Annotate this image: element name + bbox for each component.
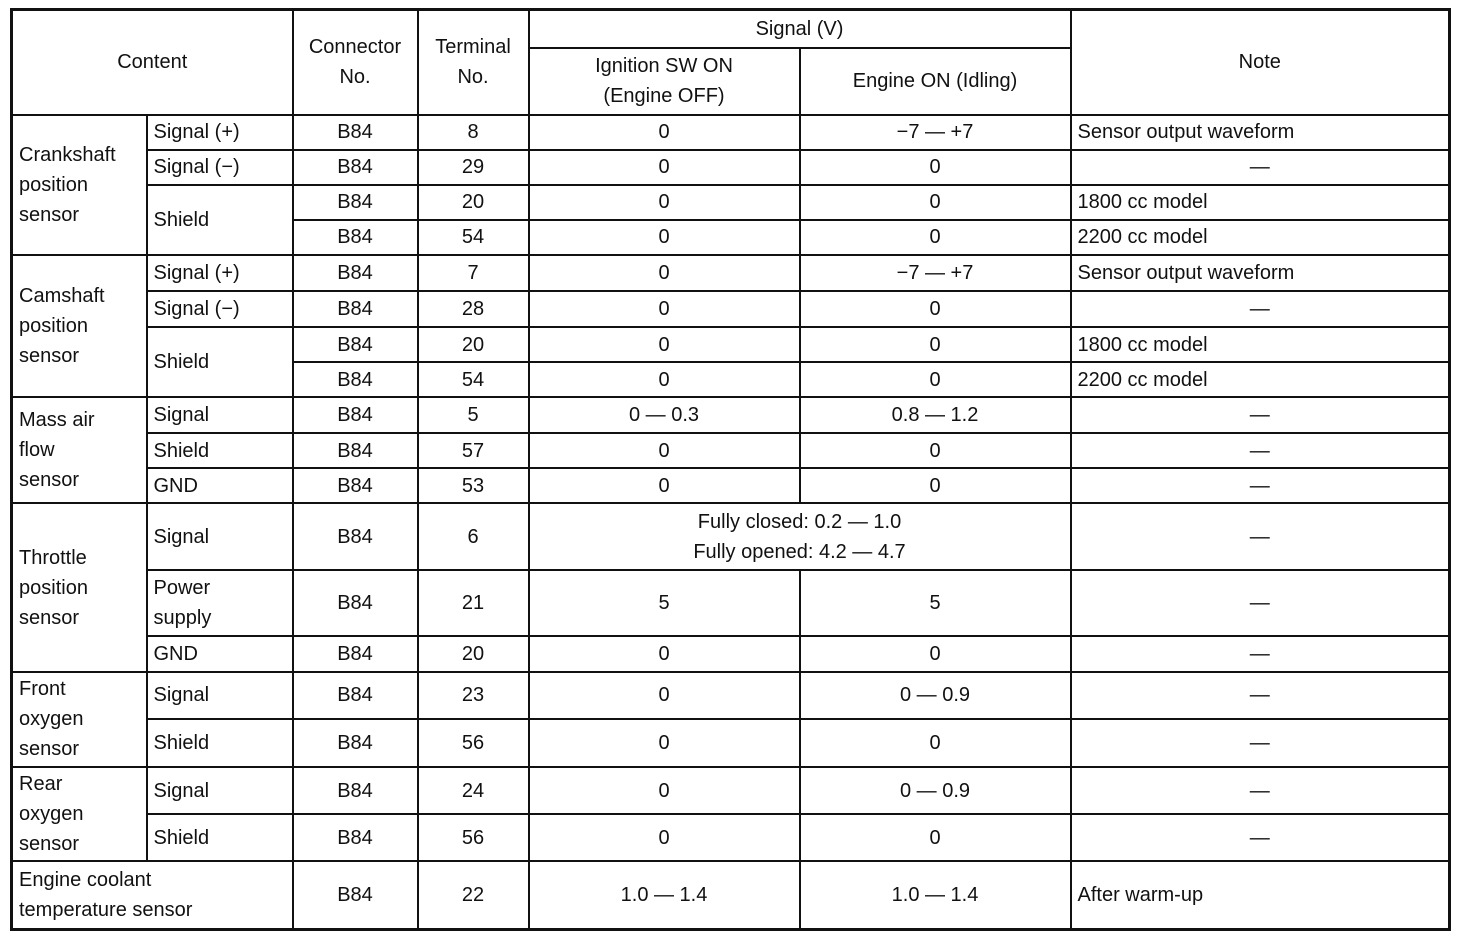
ignition-cell: 0 — [529, 362, 800, 397]
table-row — [12, 433, 1450, 468]
ignition-cell: 1.0 — 1.4 — [529, 861, 800, 929]
table-row — [12, 503, 1450, 569]
note-cell: — — [1071, 636, 1450, 672]
sensor-name-rear-oxygen: Rear oxygen sensor — [12, 767, 147, 861]
note-cell: 1800 cc model — [1071, 185, 1450, 220]
table-row — [12, 767, 1450, 814]
item-cell: Shield — [147, 185, 293, 255]
ignition-cell: 0 — [529, 291, 800, 327]
item-cell: Shield — [147, 719, 293, 767]
engine-cell: 0 — [800, 150, 1071, 185]
connector-cell: B84 — [293, 150, 418, 185]
ignition-cell: 0 — [529, 255, 800, 291]
terminal-cell: 5 — [418, 397, 529, 433]
engine-cell: 0 — [800, 719, 1071, 767]
note-cell: After warm-up — [1071, 861, 1450, 929]
note-cell: — — [1071, 433, 1450, 468]
terminal-cell: 8 — [418, 115, 529, 150]
sensor-name-crankshaft: Crankshaft position sensor — [12, 115, 147, 255]
engine-cell: 0 — [800, 185, 1071, 220]
item-cell: Shield — [147, 814, 293, 861]
table-row — [12, 291, 1450, 327]
table-row — [12, 719, 1450, 767]
connector-cell: B84 — [293, 327, 418, 362]
ignition-cell: 0 — [529, 719, 800, 767]
item-cell: GND — [147, 636, 293, 672]
table-row — [12, 255, 1450, 291]
connector-cell: B84 — [293, 291, 418, 327]
note-cell: — — [1071, 767, 1450, 814]
item-cell: Signal (−) — [147, 291, 293, 327]
table-row — [12, 861, 1450, 929]
connector-cell: B84 — [293, 570, 418, 636]
connector-cell: B84 — [293, 503, 418, 569]
table-row — [12, 327, 1450, 362]
engine-cell: 0 — [800, 468, 1071, 503]
terminal-cell: 20 — [418, 636, 529, 672]
item-cell: Shield — [147, 433, 293, 468]
engine-cell: 0.8 — 1.2 — [800, 397, 1071, 433]
engine-cell: 0 — [800, 814, 1071, 861]
engine-cell: 0 — [800, 362, 1071, 397]
ignition-cell: 0 — [529, 672, 800, 719]
ignition-cell: 0 — [529, 115, 800, 150]
connector-cell: B84 — [293, 362, 418, 397]
table-row — [12, 570, 1450, 636]
terminal-header: Terminal No. — [418, 10, 529, 115]
header-row — [12, 10, 1450, 48]
connector-cell: B84 — [293, 397, 418, 433]
table-row — [12, 115, 1450, 150]
sensor-name-camshaft: Camshaft position sensor — [12, 255, 147, 397]
ignition-header: Ignition SW ON (Engine OFF) — [529, 48, 800, 115]
item-cell: Signal — [147, 397, 293, 433]
ignition-cell: 0 — 0.3 — [529, 397, 800, 433]
terminal-cell: 22 — [418, 861, 529, 929]
engine-cell: −7 — +7 — [800, 115, 1071, 150]
table-row — [12, 150, 1450, 185]
note-cell: — — [1071, 719, 1450, 767]
item-cell: Shield — [147, 327, 293, 397]
note-header: Note — [1071, 10, 1450, 115]
connector-cell: B84 — [293, 636, 418, 672]
ignition-cell: 0 — [529, 433, 800, 468]
connector-cell: B84 — [293, 767, 418, 814]
table-row — [12, 636, 1450, 672]
engine-cell: 0 — 0.9 — [800, 672, 1071, 719]
terminal-cell: 56 — [418, 814, 529, 861]
connector-cell: B84 — [293, 814, 418, 861]
ignition-cell: 0 — [529, 814, 800, 861]
engine-on-header: Engine ON (Idling) — [800, 48, 1071, 115]
ignition-cell: 5 — [529, 570, 800, 636]
connector-cell: B84 — [293, 861, 418, 929]
table-row — [12, 185, 1450, 220]
terminal-cell: 24 — [418, 767, 529, 814]
sensor-name-engine-coolant-temperature: Engine coolant temperature sensor — [12, 861, 293, 929]
table-row — [12, 814, 1450, 861]
sensor-name-mass-air-flow: Mass air flow sensor — [12, 397, 147, 503]
ignition-cell: 0 — [529, 468, 800, 503]
connector-cell: B84 — [293, 468, 418, 503]
terminal-cell: 23 — [418, 672, 529, 719]
note-cell: — — [1071, 397, 1450, 433]
note-cell: — — [1071, 570, 1450, 636]
ignition-cell: 0 — [529, 150, 800, 185]
terminal-cell: 56 — [418, 719, 529, 767]
ignition-cell: 0 — [529, 185, 800, 220]
terminal-cell: 20 — [418, 327, 529, 362]
throttle-signal-range-cell: Fully closed: 0.2 — 1.0 Fully opened: 4.2 — 4.7 — [529, 503, 1071, 569]
connector-cell: B84 — [293, 220, 418, 255]
connector-cell: B84 — [293, 185, 418, 220]
engine-cell: 0 — [800, 291, 1071, 327]
ignition-cell: 0 — [529, 327, 800, 362]
note-cell: — — [1071, 672, 1450, 719]
note-cell: — — [1071, 291, 1450, 327]
sensor-name-throttle-position: Throttle position sensor — [12, 503, 147, 671]
engine-cell: 0 — [800, 220, 1071, 255]
connector-cell: B84 — [293, 255, 418, 291]
content-header: Content — [12, 10, 293, 115]
note-cell: — — [1071, 150, 1450, 185]
terminal-cell: 53 — [418, 468, 529, 503]
engine-cell: 0 — [800, 433, 1071, 468]
table-row — [12, 672, 1450, 719]
terminal-cell: 6 — [418, 503, 529, 569]
ignition-cell: 0 — [529, 220, 800, 255]
signal-header: Signal (V) — [529, 10, 1071, 48]
terminal-cell: 20 — [418, 185, 529, 220]
item-cell: Signal (+) — [147, 115, 293, 150]
connector-cell: B84 — [293, 672, 418, 719]
note-cell: — — [1071, 468, 1450, 503]
note-cell: 2200 cc model — [1071, 362, 1450, 397]
note-cell: 2200 cc model — [1071, 220, 1450, 255]
item-cell: Signal — [147, 672, 293, 719]
terminal-cell: 54 — [418, 362, 529, 397]
engine-cell: 1.0 — 1.4 — [800, 861, 1071, 929]
note-cell: Sensor output waveform — [1071, 255, 1450, 291]
note-cell: Sensor output waveform — [1071, 115, 1450, 150]
terminal-cell: 29 — [418, 150, 529, 185]
item-cell: Signal — [147, 503, 293, 569]
item-cell: Signal (−) — [147, 150, 293, 185]
note-cell: — — [1071, 814, 1450, 861]
connector-cell: B84 — [293, 433, 418, 468]
terminal-cell: 28 — [418, 291, 529, 327]
engine-cell: 5 — [800, 570, 1071, 636]
note-cell: 1800 cc model — [1071, 327, 1450, 362]
sensor-name-front-oxygen: Front oxygen sensor — [12, 672, 147, 767]
connector-cell: B84 — [293, 719, 418, 767]
ignition-cell: 0 — [529, 767, 800, 814]
item-cell: Signal — [147, 767, 293, 814]
table-row — [12, 468, 1450, 503]
table-row — [12, 397, 1450, 433]
engine-cell: 0 — [800, 636, 1071, 672]
engine-cell: 0 — [800, 327, 1071, 362]
item-cell: GND — [147, 468, 293, 503]
connector-cell: B84 — [293, 115, 418, 150]
terminal-cell: 21 — [418, 570, 529, 636]
terminal-cell: 57 — [418, 433, 529, 468]
connector-header: Connector No. — [293, 10, 418, 115]
signal-table — [10, 8, 1451, 931]
terminal-cell: 7 — [418, 255, 529, 291]
engine-cell: −7 — +7 — [800, 255, 1071, 291]
note-cell: — — [1071, 503, 1450, 569]
terminal-cell: 54 — [418, 220, 529, 255]
ignition-cell: 0 — [529, 636, 800, 672]
item-cell: Signal (+) — [147, 255, 293, 291]
engine-cell: 0 — 0.9 — [800, 767, 1071, 814]
item-cell: Power supply — [147, 570, 293, 636]
